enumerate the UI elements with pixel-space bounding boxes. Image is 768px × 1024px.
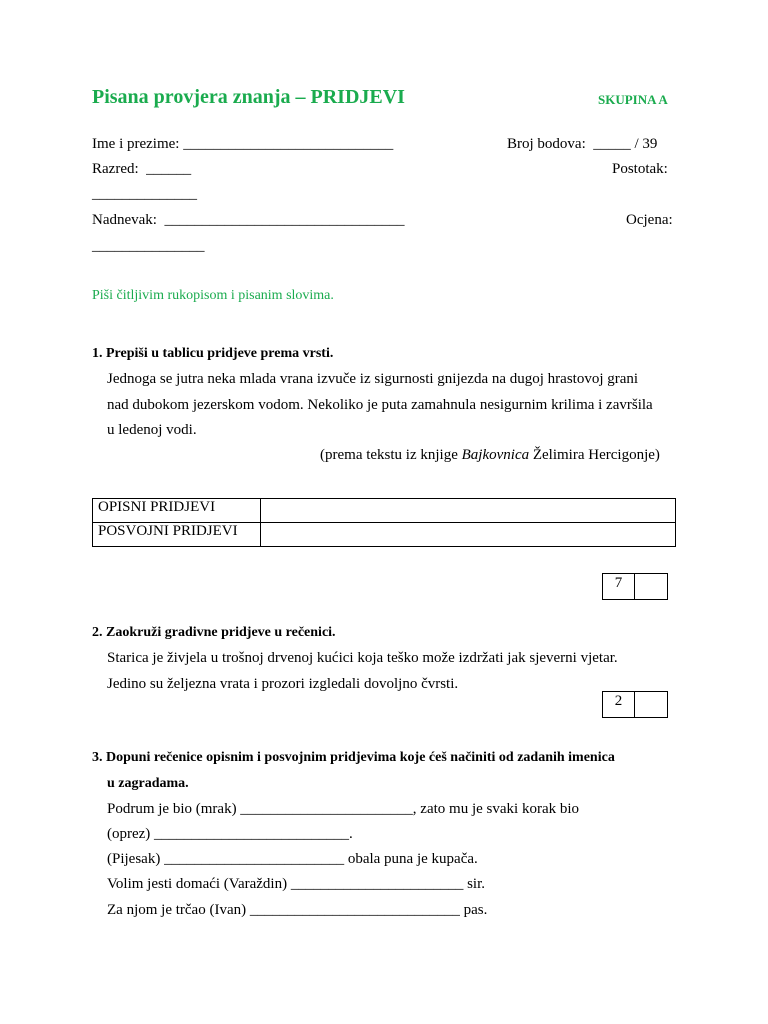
task1-text-line: Jednoga se jutra neka mlada vrana izvuče iz sigurnosti gnijezda na dugoj hrastovoj grani — [107, 371, 639, 387]
source-prefix: (prema tekstu iz knjige — [320, 447, 462, 463]
date-field[interactable]: Nadnevak: ________________________________ — [92, 212, 405, 228]
task1-max-points: 7 — [603, 574, 635, 599]
instruction-text: Piši čitljivim rukopisom i pisanim slovima. — [92, 288, 334, 303]
task2-score-input[interactable] — [635, 692, 667, 717]
class-field[interactable]: Razred: ______ — [92, 161, 192, 177]
table-row — [93, 523, 676, 547]
task3-fill-line[interactable]: Podrum je bio (mrak) _______________________, zato mu je svaki korak bio — [107, 801, 580, 817]
percentage-blank[interactable]: ______________ — [92, 186, 197, 202]
task2-text-line: Jedino su željezna vrata i prozori izgledali dovoljno čvrsti. — [107, 676, 459, 692]
group-label: SKUPINA A — [598, 92, 668, 107]
points-field[interactable]: Broj bodova: _____ / 39 — [507, 136, 658, 152]
percentage-label: Postotak: — [612, 161, 668, 177]
task3-fill-line[interactable]: Za njom je trčao (Ivan) ____________________________ pas. — [107, 902, 488, 918]
table-row-label: OPISNI PRIDJEVI — [93, 499, 261, 523]
table-row-label: POSVOJNI PRIDJEVI — [93, 523, 261, 547]
task3-fill-line[interactable]: Volim jesti domaći (Varaždin) _______________________ sir. — [107, 876, 486, 892]
task3-heading-cont: u zagradama. — [107, 776, 189, 791]
table-row — [93, 499, 676, 523]
page-title: Pisana provjera znanja – PRIDJEVI — [92, 86, 405, 108]
task3-fill-line[interactable]: (oprez) __________________________. — [107, 826, 353, 842]
name-field[interactable]: Ime i prezime: ____________________________ — [92, 136, 394, 152]
table-answer-cell[interactable] — [261, 523, 676, 547]
grade-label: Ocjena: — [626, 212, 673, 228]
table-answer-cell[interactable] — [261, 499, 676, 523]
task2-score-box — [602, 691, 668, 718]
source-book-title: Bajkovnica — [461, 447, 530, 463]
task1-score-input[interactable] — [635, 574, 667, 599]
task2-max-points: 2 — [603, 692, 635, 717]
adjective-table — [92, 498, 676, 547]
task1-score-box — [602, 573, 668, 600]
task3-fill-line[interactable]: (Pijesak) ________________________ obala puna je kupača. — [107, 851, 478, 867]
source-suffix: Želimira Hercigonje) — [529, 447, 660, 463]
task1-heading: 1. Prepiši u tablicu pridjeve prema vrsti. — [92, 346, 334, 361]
task3-heading: 3. Dopuni rečenice opisnim i posvojnim pridjevima koje ćeš načiniti od zadanih imenica — [92, 750, 615, 765]
task2-text-line: Starica je živjela u trošnoj drvenoj kućici koja teško može izdržati jak sjeverni vjetar. — [107, 650, 618, 666]
task1-source — [320, 447, 660, 464]
task2-heading: 2. Zaokruži gradivne pridjeve u rečenici. — [92, 625, 336, 640]
task1-text-line: u ledenoj vodi. — [107, 422, 197, 438]
task1-text-line: nad dubokom jezerskom vodom. Nekoliko je puta zamahnula nesigurnim krilima i završila — [107, 397, 653, 413]
grade-blank[interactable]: _______________ — [92, 238, 205, 254]
